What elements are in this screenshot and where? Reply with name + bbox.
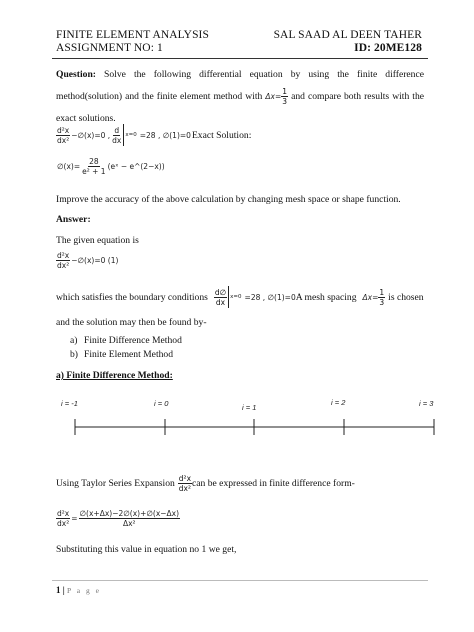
bc-text-1: which satisfies the boundary conditions bbox=[56, 291, 208, 303]
eval-bar-bc bbox=[228, 286, 229, 308]
mesh-diagram bbox=[61, 395, 446, 445]
bc-text-2: A mesh spacing bbox=[295, 291, 357, 303]
question-text-1: Solve the following differential equation by using the finite difference method(solution) and the finite element method with bbox=[56, 69, 424, 102]
course-title: FINITE ELEMENT ANALYSIS bbox=[56, 29, 209, 41]
frac-num: 1 bbox=[282, 87, 288, 97]
at-x0-bc: x=0 bbox=[230, 293, 242, 300]
bc-one-third bbox=[378, 288, 385, 307]
given-rest: −∅(x)=0 (1) bbox=[71, 256, 119, 265]
fd-num: ∅(x+Δx)−2∅(x)+∅(x−Δx) bbox=[79, 509, 180, 518]
delta-x: Δx= bbox=[265, 92, 282, 101]
bc-line bbox=[56, 286, 424, 308]
dx2: dx² bbox=[57, 519, 70, 528]
eq1-rest: −∅(x)=0 , bbox=[71, 130, 111, 140]
frac-den: 3 bbox=[379, 297, 385, 307]
question-paragraph bbox=[56, 64, 424, 130]
d2x: d²x bbox=[57, 251, 70, 260]
d2x-dx2-given bbox=[56, 251, 70, 270]
exact-den: e² + 1 bbox=[82, 167, 106, 176]
taylor-line bbox=[56, 474, 424, 493]
answer-label-row bbox=[56, 213, 424, 226]
fd-rhs bbox=[79, 509, 181, 528]
method-label: Finite Difference Method bbox=[84, 335, 182, 346]
exact-fraction bbox=[81, 157, 106, 176]
author-name: SAL SAAD AL DEEN TAHER bbox=[273, 29, 422, 41]
node-label: i = -1 bbox=[61, 399, 78, 408]
exact-solution-equation bbox=[56, 157, 166, 176]
at-x0: x=0 bbox=[125, 132, 137, 138]
dx2: dx² bbox=[57, 261, 70, 270]
dphi-top: d∅ bbox=[214, 287, 227, 297]
question-equation bbox=[56, 124, 251, 146]
improve-text: Improve the accuracy of the above calculation by changing mesh space or shape function. bbox=[56, 194, 401, 205]
node-label: i = 3 bbox=[419, 399, 434, 408]
d2x: d²x bbox=[57, 509, 70, 518]
fd-den: Δx² bbox=[122, 519, 136, 528]
frac-num: 1 bbox=[379, 287, 385, 297]
substituting-text: Substituting this value in equation no 1 we get, bbox=[56, 544, 237, 555]
method-key: b) bbox=[70, 348, 78, 360]
dx-bottom: dx bbox=[112, 135, 122, 145]
bc-eq: =28 , ∅(1)=0 bbox=[244, 292, 296, 302]
footer-divider bbox=[52, 580, 428, 581]
fd-equals: = bbox=[71, 514, 78, 523]
eq1-bc: =28 , ∅(1)=0 bbox=[139, 130, 191, 140]
exact-solution-label: Exact Solution: bbox=[191, 129, 252, 141]
one-third-fraction bbox=[281, 87, 288, 106]
answer-label: Answer: bbox=[56, 214, 91, 225]
exact-lhs: ∅(x)= bbox=[57, 162, 81, 171]
eval-bar bbox=[123, 124, 124, 146]
taylor-text-1: Using Taylor Series Expansion bbox=[56, 478, 175, 489]
bc-delta: Δx= bbox=[362, 292, 379, 302]
student-id: ID: 20ME128 bbox=[354, 42, 422, 54]
footer bbox=[56, 585, 101, 595]
page-number: 1 bbox=[56, 585, 61, 595]
taylor-text-2: can be expressed in finite difference form- bbox=[192, 478, 355, 489]
method-key: a) bbox=[70, 335, 78, 346]
given-text: The given equation is bbox=[56, 235, 139, 246]
node-label: i = 2 bbox=[331, 398, 346, 407]
d2x-dx2 bbox=[56, 126, 70, 145]
d2x: d²x bbox=[178, 474, 192, 483]
mesh-svg bbox=[70, 395, 446, 445]
taylor-d2x-dx2 bbox=[178, 474, 192, 493]
frac-den: 3 bbox=[282, 97, 288, 107]
exact-rhs: (eˣ − e^(2−x)) bbox=[107, 162, 165, 171]
found-by-text: and the solution may then be found by- bbox=[56, 317, 207, 328]
dx2: dx² bbox=[178, 484, 192, 493]
fdm-heading: a) Finite Difference Method: bbox=[56, 370, 173, 381]
given-equation bbox=[56, 251, 119, 270]
question-label: Question: bbox=[56, 69, 96, 80]
exact-num: 28 bbox=[89, 157, 99, 166]
question-text-2: and compare both results with the exact solutions. bbox=[56, 91, 425, 124]
node-label: i = 0 bbox=[154, 399, 169, 408]
method-item-a bbox=[70, 334, 182, 348]
d-top: d bbox=[114, 125, 120, 135]
d2x: d²x bbox=[57, 125, 70, 135]
dx-bottom: dx bbox=[215, 297, 226, 307]
method-label: Finite Element Method bbox=[84, 348, 173, 360]
fd-lhs bbox=[56, 509, 70, 528]
assignment-number: ASSIGNMENT NO: 1 bbox=[56, 42, 163, 54]
fd-equation bbox=[56, 509, 180, 528]
dx2: dx² bbox=[57, 135, 70, 145]
method-item-b bbox=[70, 348, 182, 362]
header-divider bbox=[52, 58, 428, 59]
page-word: P a g e bbox=[66, 586, 101, 595]
node-label: i = 1 bbox=[242, 403, 257, 412]
dphi-dx bbox=[111, 126, 122, 145]
methods-list bbox=[70, 334, 182, 361]
dphi-dx-bc bbox=[214, 288, 227, 307]
bc-text-3: is chosen bbox=[388, 291, 424, 303]
footer-separator: | bbox=[62, 585, 65, 595]
